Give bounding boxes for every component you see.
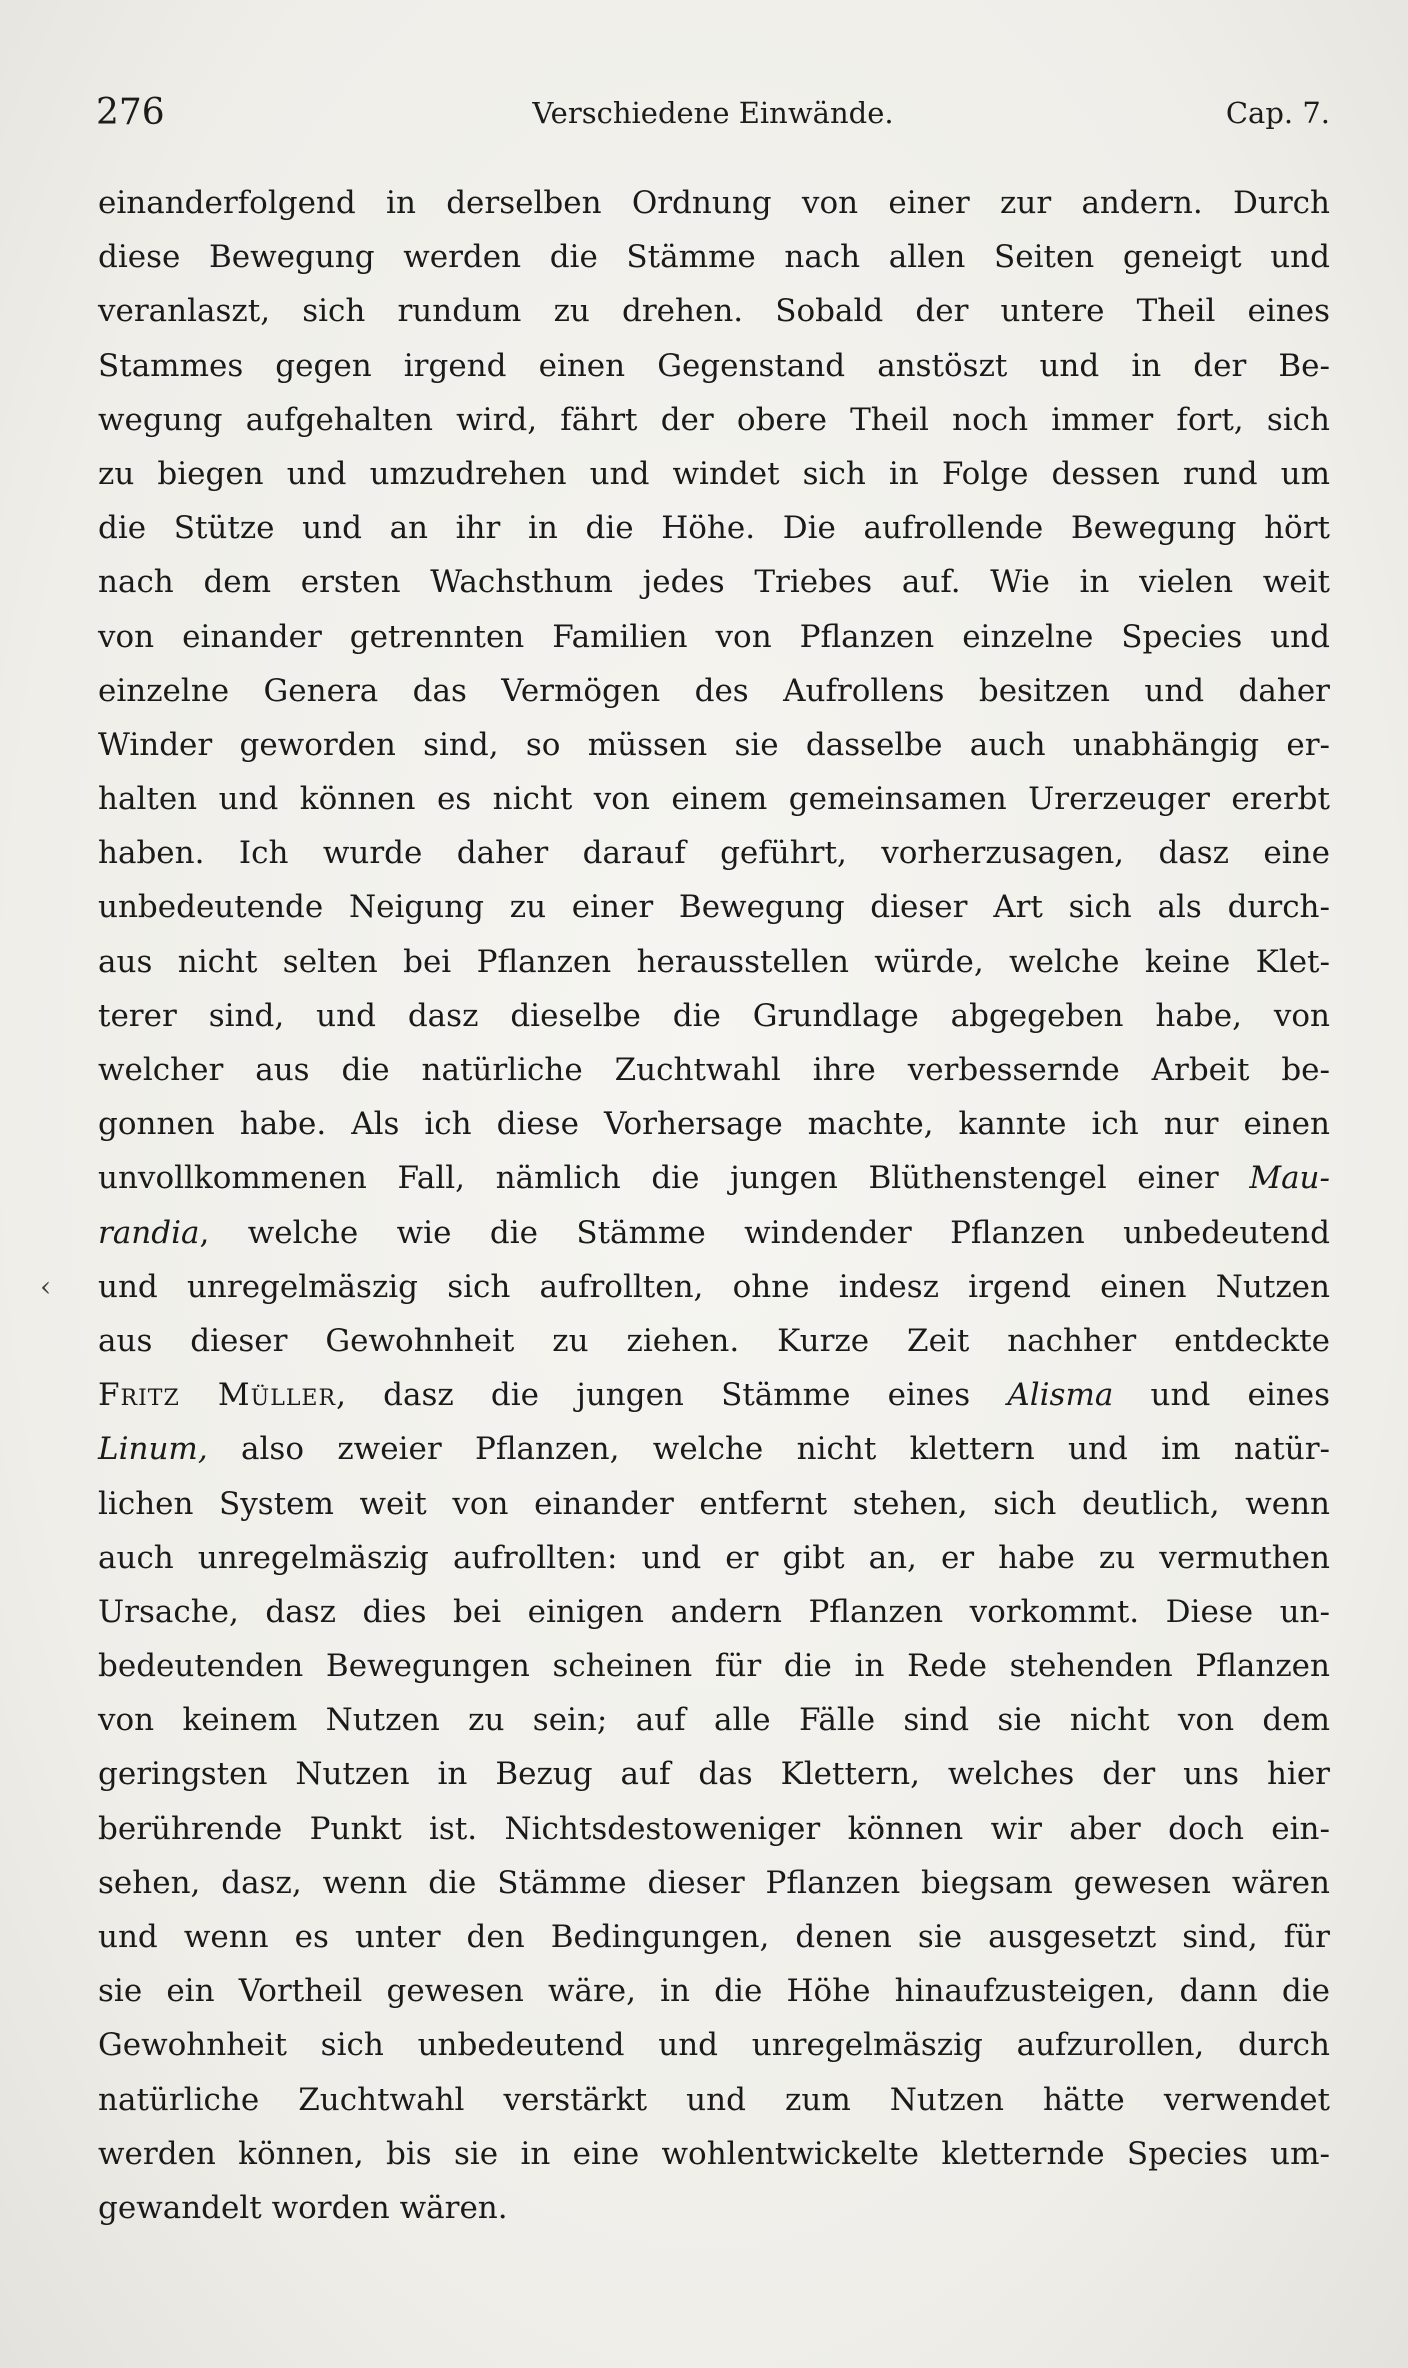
text-segment: Gewohnheit sich unbedeutend und unregelmäszig aufzurollen, durch — [98, 2027, 1330, 2064]
text-line — [98, 1531, 1330, 1585]
text-line — [98, 501, 1330, 555]
text-segment: lichen System weit von einander entfernt stehen, sich deutlich, wenn — [98, 1485, 1330, 1522]
text-segment: gonnen habe. Als ich diese Vorhersage machte, kannte ich nur einen — [98, 1106, 1330, 1143]
text-segment: und eines — [1113, 1377, 1330, 1414]
text-segment: gewandelt worden wären. — [98, 2189, 508, 2226]
text-segment: sie ein Vortheil gewesen wäre, in die Höhe hinaufzusteigen, dann die — [98, 1973, 1330, 2010]
text-line — [98, 2018, 1330, 2072]
text-segment: zu biegen und umzudrehen und windet sich in Folge dessen rund um — [98, 455, 1330, 492]
text-line — [98, 1856, 1330, 1910]
text-line — [98, 989, 1330, 1043]
text-segment: also zweier Pflanzen, welche nicht klettern und im natür- — [207, 1431, 1330, 1468]
text-line — [98, 1206, 1330, 1260]
text-line — [98, 1422, 1330, 1476]
text-segment: von keinem Nutzen zu sein; auf alle Fälle sind sie nicht von dem — [98, 1702, 1330, 1739]
text-segment: auch unregelmäszig aufrollten: und er gibt an, er habe zu vermuthen — [98, 1539, 1330, 1576]
text-segment: halten und können es nicht von einem gemeinsamen Urerzeuger ererbt — [98, 781, 1330, 818]
text-line — [98, 664, 1330, 718]
text-segment: werden können, bis sie in eine wohlentwickelte kletternde Species um- — [98, 2135, 1330, 2172]
text-segment: von einander getrennten Familien von Pflanzen einzelne Species und — [98, 618, 1330, 655]
text-segment: einanderfolgend in derselben Ordnung von einer zur andern. Durch — [98, 185, 1330, 221]
text-line — [98, 718, 1330, 772]
text-segment: Stammes gegen irgend einen Gegenstand anstöszt und in der Be- — [98, 347, 1330, 384]
margin-mark: ‹ — [40, 1270, 52, 1303]
text-line — [98, 284, 1330, 338]
text-line — [98, 1693, 1330, 1747]
text-line — [98, 1964, 1330, 2018]
text-segment: nach dem ersten Wachsthum jedes Triebes auf. Wie in vielen weit — [98, 564, 1330, 601]
text-line — [98, 610, 1330, 664]
text-segment: sehen, dasz, wenn die Stämme dieser Pflanzen biegsam gewesen wären — [98, 1864, 1330, 1901]
italic-text: Linum, — [98, 1431, 208, 1468]
text-segment: , welche wie die Stämme windender Pflanzen unbedeutend — [199, 1214, 1330, 1251]
text-segment: geringsten Nutzen in Bezug auf das Klettern, welches der uns hier — [98, 1756, 1330, 1793]
text-segment: die Stütze und an ihr in die Höhe. Die aufrollende Bewegung hört — [98, 510, 1330, 547]
italic-text: randia — [98, 1214, 200, 1251]
text-segment: Winder geworden sind, so müssen sie dasselbe auch unabhängig er- — [98, 726, 1330, 763]
text-segment: und wenn es unter den Bedingungen, denen sie ausgesetzt sind, für — [98, 1919, 1330, 1955]
body-text — [98, 176, 1330, 2235]
text-segment: berührende Punkt ist. Nichtsdestoweniger können wir aber doch ein- — [98, 1810, 1330, 1847]
text-line — [98, 1368, 1330, 1422]
text-segment: bedeutenden Bewegungen scheinen für die in Rede stehenden Pflanzen — [98, 1648, 1330, 1685]
text-line — [98, 1097, 1330, 1151]
small-caps-name: Fritz Müller — [98, 1377, 337, 1414]
running-title: Verschiedene Einwände. — [532, 96, 894, 130]
text-line — [98, 1151, 1330, 1205]
italic-text: Mau- — [1249, 1160, 1330, 1197]
text-segment: und unregelmäszig sich aufrollten, ohne indesz irgend einen Nutzen — [98, 1268, 1330, 1305]
text-line — [98, 2073, 1330, 2127]
text-segment: veranlaszt, sich rundum zu drehen. Sobald der untere Theil eines — [98, 293, 1330, 330]
text-line — [98, 1802, 1330, 1856]
italic-text: Alisma — [1007, 1377, 1114, 1414]
text-segment: diese Bewegung werden die Stämme nach allen Seiten geneigt und — [98, 239, 1330, 276]
text-line — [98, 935, 1330, 989]
text-line — [98, 1747, 1330, 1801]
text-segment: unbedeutende Neigung zu einer Bewegung dieser Art sich als durch- — [98, 889, 1330, 926]
text-segment: welcher aus die natürliche Zuchtwahl ihre verbessernde Arbeit be- — [98, 1052, 1330, 1088]
text-segment: einzelne Genera das Vermögen des Aufrollens besitzen und daher — [98, 672, 1330, 709]
text-line — [98, 176, 1330, 230]
text-segment: , dasz die jungen Stämme eines — [336, 1377, 1008, 1414]
text-line — [98, 1260, 1330, 1314]
text-line — [98, 393, 1330, 447]
page-number: 276 — [96, 92, 165, 133]
text-segment: aus dieser Gewohnheit zu ziehen. Kurze Zeit nachher entdeckte — [98, 1322, 1330, 1359]
text-line — [98, 2181, 1330, 2235]
text-segment: haben. Ich wurde daher darauf geführt, vorherzusagen, dasz eine — [98, 835, 1330, 872]
text-segment: Ursache, dasz dies bei einigen andern Pflanzen vorkommt. Diese un- — [98, 1593, 1330, 1630]
text-line — [98, 555, 1330, 609]
text-line — [98, 1910, 1330, 1964]
text-line — [98, 826, 1330, 880]
text-line — [98, 447, 1330, 501]
text-segment: terer sind, und dasz dieselbe die Grundlage abgegeben habe, von — [98, 997, 1330, 1034]
text-line — [98, 230, 1330, 284]
text-line — [98, 1585, 1330, 1639]
page-header — [96, 92, 1330, 142]
chapter-label: Cap. 7. — [1225, 96, 1330, 130]
text-segment: unvollkommenen Fall, nämlich die jungen Blüthenstengel einer — [98, 1160, 1250, 1197]
text-segment: wegung aufgehalten wird, fährt der obere Theil noch immer fort, sich — [98, 401, 1330, 438]
text-line — [98, 1477, 1330, 1531]
text-line — [98, 1639, 1330, 1693]
text-line — [98, 2127, 1330, 2181]
text-line — [98, 880, 1330, 934]
text-segment: aus nicht selten bei Pflanzen herausstellen würde, welche keine Klet- — [98, 943, 1330, 980]
text-line — [98, 1314, 1330, 1368]
text-line — [98, 339, 1330, 393]
text-segment: natürliche Zuchtwahl verstärkt und zum Nutzen hätte verwendet — [98, 2081, 1330, 2118]
text-line — [98, 1043, 1330, 1097]
text-line — [98, 772, 1330, 826]
